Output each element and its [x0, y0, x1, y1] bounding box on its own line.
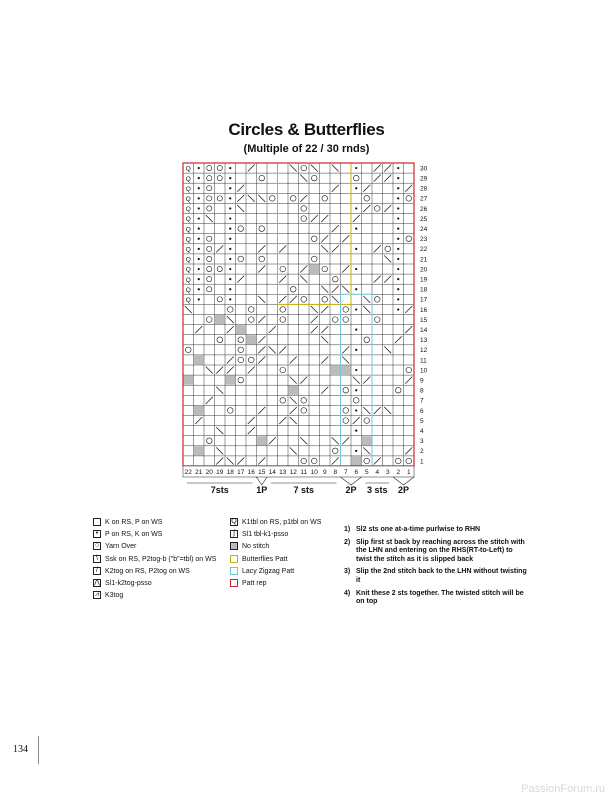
twisted-stitch-mark: Q — [185, 165, 191, 173]
legend-item — [230, 567, 321, 576]
repeat-bracket — [393, 477, 414, 485]
no-stitch-cell — [310, 265, 320, 274]
row-label: 17 — [420, 296, 428, 304]
row-label: 14 — [420, 326, 428, 334]
page-number: 134 — [13, 744, 28, 755]
note-item — [344, 568, 529, 585]
legend-column-2 — [230, 518, 321, 591]
row-label: 28 — [420, 185, 428, 193]
legend-label: Patt rep — [242, 579, 267, 587]
sl1-k2tog-psso-icon: ⋀ — [94, 578, 100, 586]
legend-label: Lacy Zigzag Patt — [242, 567, 295, 575]
twisted-stitch-mark: Q — [185, 195, 191, 203]
repeat-label: 2P — [397, 485, 410, 495]
column-label: 11 — [300, 469, 308, 476]
repeat-bracket — [257, 477, 268, 485]
note-number: 3) — [344, 568, 351, 576]
purl-dot — [198, 268, 200, 270]
purl-dot — [397, 278, 399, 280]
purl-dot — [229, 207, 231, 209]
row-label: 13 — [420, 337, 428, 345]
row-label: 20 — [420, 266, 428, 274]
purl-dot — [229, 278, 231, 280]
row-label: 19 — [420, 276, 428, 284]
note-text: Sl2 sts one at-a-time purlwise to RHN — [356, 526, 481, 533]
purl-dot — [355, 167, 357, 169]
legend-label: Sl1-k2tog-psso — [105, 579, 152, 587]
chart-subtitle: (Multiple of 22 / 30 rnds) — [243, 143, 370, 155]
no-stitch-cell — [362, 436, 372, 445]
column-label: 16 — [247, 469, 255, 476]
column-label: 8 — [333, 469, 338, 476]
purl-dot — [198, 228, 200, 230]
purl-dot — [355, 389, 357, 391]
note-number: 2) — [344, 538, 351, 546]
note-item — [344, 539, 529, 565]
twisted-stitch-mark: Q — [185, 216, 191, 224]
purl-dot — [355, 187, 357, 189]
row-label: 5 — [420, 417, 424, 425]
purl-dot — [229, 298, 231, 300]
legend-item — [93, 567, 216, 576]
repeat-label: 2P — [345, 485, 357, 495]
column-label: 17 — [237, 469, 245, 476]
row-label: 15 — [420, 316, 428, 324]
column-label: 14 — [268, 469, 276, 476]
column-label: 21 — [195, 469, 203, 476]
twisted-stitch-mark: Q — [185, 206, 191, 214]
twisted-stitch-mark: Q — [185, 296, 191, 304]
column-label: 12 — [289, 469, 297, 476]
purl-dot — [229, 238, 231, 240]
purl-dot — [198, 258, 200, 260]
purl-dot — [397, 228, 399, 230]
ssk-icon: \ — [93, 555, 101, 563]
column-label: 22 — [184, 469, 192, 476]
row-label: 4 — [420, 427, 424, 435]
row-label: 16 — [420, 306, 428, 314]
twisted-stitch-mark: Q — [185, 286, 191, 294]
row-label: 2 — [420, 448, 424, 456]
row-label: 29 — [420, 175, 428, 183]
purl-dot — [229, 288, 231, 290]
twisted-stitch-mark: Q — [185, 256, 191, 264]
twisted-stitch-mark: Q — [185, 236, 191, 244]
row-label: 11 — [420, 357, 427, 365]
purl-dot — [198, 238, 200, 240]
page-number-divider — [38, 736, 39, 764]
knit-icon — [93, 518, 101, 526]
row-label: 1 — [420, 458, 424, 466]
twisted-stitch-mark: Q — [185, 266, 191, 274]
legend-label: K1tbl on RS, p1tbl on WS — [242, 519, 322, 526]
purl-dot — [397, 298, 399, 300]
column-label: 2 — [396, 469, 401, 476]
purl-dot — [397, 197, 399, 199]
column-label: 10 — [310, 469, 318, 476]
purl-dot — [198, 197, 200, 199]
column-label: 13 — [279, 469, 287, 476]
purl-dot — [355, 369, 357, 371]
column-label: 6 — [354, 469, 359, 476]
legend-label: Sl1 tbl-k1-psso — [242, 531, 289, 539]
repeat-label: 7 sts — [293, 485, 315, 495]
legend-item — [93, 542, 216, 551]
purl-dot — [355, 409, 357, 411]
no-stitch-cell — [194, 446, 204, 455]
no-stitch-cell — [215, 315, 225, 324]
purl-dot — [355, 248, 357, 250]
repeat-label: 1P — [256, 485, 268, 495]
no-stitch-icon — [230, 542, 238, 550]
legend-label: Butterflies Patt — [242, 555, 288, 563]
row-label: 23 — [420, 236, 428, 244]
row-label: 21 — [420, 256, 428, 264]
note-text: Knit these 2 sts together. The twisted stitch will be on top — [356, 589, 524, 606]
column-label: 4 — [375, 469, 380, 476]
repeat-label: 3 sts — [366, 485, 388, 495]
legend-label: Ssk on RS, P2tog-b ("b"=tbl) on WS — [105, 555, 217, 563]
purl-dot — [397, 268, 399, 270]
watermark: PassionForum.ru — [521, 783, 605, 795]
legend-label: Yarn Over — [105, 543, 137, 551]
row-label: 25 — [420, 215, 428, 223]
row-label: 27 — [420, 195, 428, 203]
repeat-label: 7sts — [210, 485, 229, 495]
legend-column-1 — [93, 518, 216, 603]
no-stitch-cell — [236, 325, 246, 334]
column-label: 20 — [205, 469, 213, 476]
purl-dot — [229, 258, 231, 260]
no-stitch-cell — [289, 386, 299, 395]
legend-item — [230, 579, 321, 588]
yarn-over-icon: ○ — [94, 542, 100, 550]
column-label: 9 — [322, 469, 327, 476]
no-stitch-cell — [247, 335, 257, 344]
purl-dot — [229, 187, 231, 189]
purl-dot — [355, 207, 357, 209]
purl-dot — [198, 187, 200, 189]
no-stitch-cell — [194, 406, 204, 415]
legend-item — [230, 518, 321, 527]
purl-dot — [198, 177, 200, 179]
purl-dot — [229, 268, 231, 270]
row-label: 7 — [420, 397, 424, 405]
purl-dot — [229, 167, 231, 169]
purl-dot — [355, 349, 357, 351]
k1tbl-icon: Q — [231, 518, 237, 525]
legend-item — [93, 579, 216, 588]
purl-dot — [397, 248, 399, 250]
no-stitch-cell — [184, 376, 194, 385]
purl-dot — [397, 308, 399, 310]
purl-dot — [229, 228, 231, 230]
no-stitch-cell — [226, 376, 236, 385]
repeat-bracket — [341, 477, 362, 485]
sl1-tbl-k1-psso-icon: ʃ — [230, 530, 238, 538]
legend-label: No stitch — [242, 543, 270, 551]
note-item — [344, 590, 529, 607]
column-label: 3 — [385, 469, 390, 476]
butterflies-patt-icon — [230, 555, 238, 563]
row-label: 10 — [420, 367, 428, 375]
row-label: 6 — [420, 407, 424, 415]
note-item — [344, 526, 529, 535]
column-label: 18 — [226, 469, 234, 476]
column-label: 1 — [406, 469, 411, 476]
purl-dot — [397, 187, 399, 189]
purl-dot — [229, 248, 231, 250]
chart-title: Circles & Butterflies — [228, 120, 385, 139]
purl-dot — [198, 288, 200, 290]
legend-item — [230, 530, 321, 539]
row-label: 18 — [420, 286, 428, 294]
legend-item — [93, 518, 216, 527]
purl-dot — [198, 298, 200, 300]
row-label: 30 — [420, 165, 428, 173]
column-label: 7 — [343, 469, 348, 476]
legend-item — [93, 530, 216, 539]
purl-dot — [397, 167, 399, 169]
twisted-stitch-mark: Q — [185, 246, 191, 254]
column-label: 5 — [364, 469, 369, 476]
purl-dot — [397, 238, 399, 240]
legend-item — [230, 542, 321, 551]
k2tog-icon: / — [93, 567, 101, 575]
purl-dot — [397, 217, 399, 219]
no-stitch-cell — [257, 436, 267, 445]
no-stitch-cell — [331, 366, 341, 375]
legend-label: K on RS, P on WS — [105, 519, 163, 526]
row-label: 3 — [420, 438, 424, 446]
purl-dot — [355, 450, 357, 452]
purl-dot — [229, 217, 231, 219]
purl-dot — [198, 248, 200, 250]
column-label: 19 — [216, 469, 224, 476]
purl-dot — [397, 207, 399, 209]
legend-label: P on RS, K on WS — [105, 531, 163, 539]
column-label: 15 — [258, 469, 266, 476]
no-stitch-cell — [194, 355, 204, 364]
row-label: 26 — [420, 205, 428, 213]
row-label: 24 — [420, 225, 428, 233]
legend-item — [93, 555, 216, 564]
patt-rep-icon — [230, 579, 238, 587]
purl-dot — [355, 228, 357, 230]
purl-dot — [229, 177, 231, 179]
row-label: 12 — [420, 347, 428, 355]
chart-notes — [344, 526, 529, 611]
purl-dot — [198, 217, 200, 219]
purl-dot — [397, 258, 399, 260]
purl-dot — [355, 268, 357, 270]
no-stitch-cell — [352, 456, 362, 465]
legend-label: K3tog — [105, 592, 124, 600]
legend-item — [230, 555, 321, 564]
note-text: Slip the 2nd stitch back to the LHN without twisting it — [356, 568, 527, 584]
purl-dot — [397, 177, 399, 179]
twisted-stitch-mark: Q — [185, 276, 191, 284]
purl-dot — [198, 207, 200, 209]
purl-dot — [355, 288, 357, 290]
purl-dot — [355, 308, 357, 310]
purl-dot — [198, 167, 200, 169]
row-label: 8 — [420, 387, 424, 395]
legend-item — [93, 591, 216, 600]
no-stitch-cell — [341, 366, 351, 375]
k3tog-icon: ⩘ — [93, 591, 101, 599]
purl-dot — [355, 329, 357, 331]
legend-label: K2tog on RS, P2tog on WS — [105, 567, 190, 575]
twisted-stitch-mark: Q — [185, 226, 191, 234]
row-label: 9 — [420, 377, 424, 385]
purl-dot — [229, 197, 231, 199]
note-text: Slip first st back by reaching across the stitch with the LHN and entering on the RHS(RT-to-Left) to twist the stitch as it is slipped back — [356, 538, 525, 563]
note-number: 1) — [344, 526, 351, 533]
purl-dot — [355, 430, 357, 432]
twisted-stitch-mark: Q — [185, 175, 191, 183]
lacy-zigzag-patt-icon — [230, 567, 238, 575]
purl-dot — [397, 288, 399, 290]
row-label: 22 — [420, 246, 428, 254]
purl-icon: • — [93, 530, 101, 538]
twisted-stitch-mark: Q — [185, 185, 191, 193]
note-number: 4) — [344, 589, 351, 597]
purl-dot — [198, 278, 200, 280]
